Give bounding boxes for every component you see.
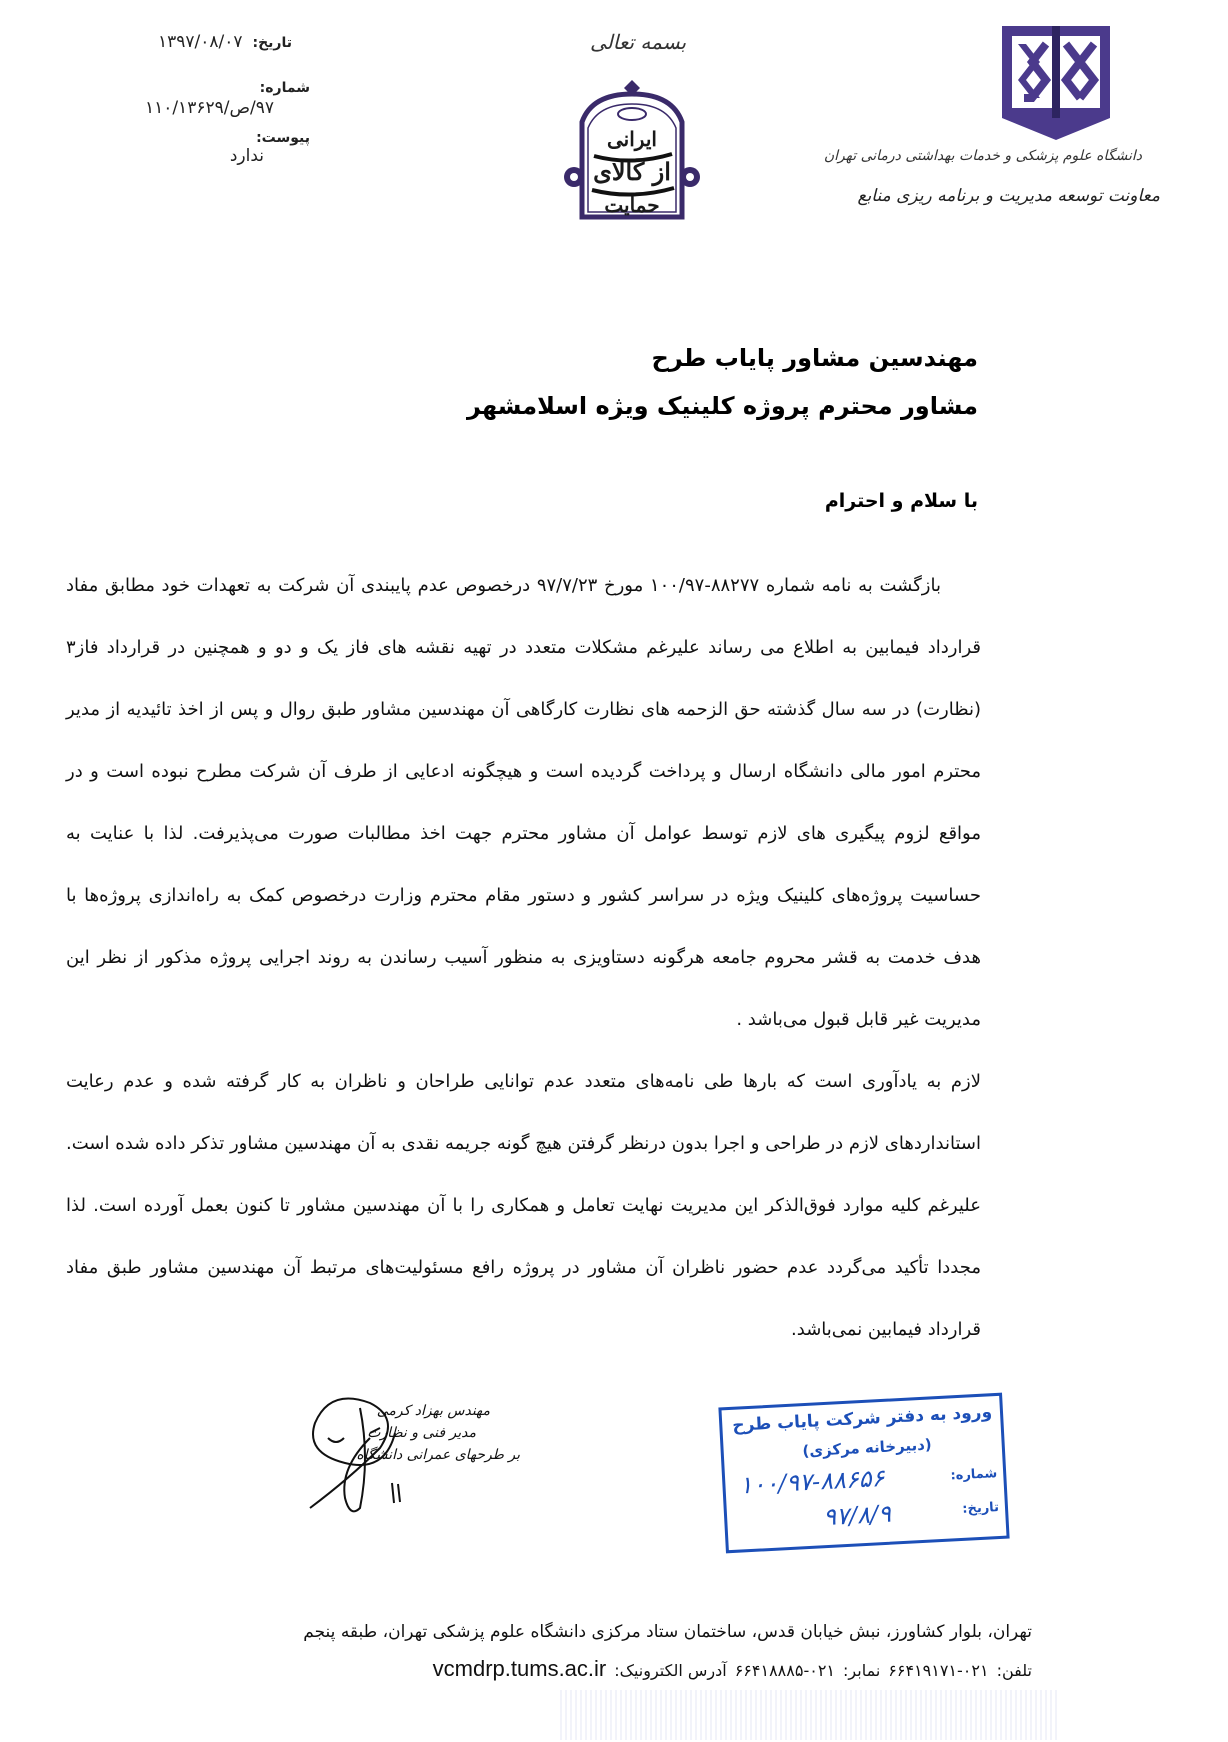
footer-contact	[433, 1656, 1032, 1682]
stamp-subtitle: (دبیرخانه مرکزی)	[801, 1435, 933, 1461]
body-paragraph-1: بازگشت به نامه شماره ۸۸۲۷۷-۱۰۰/۹۷ مورخ ۹۷/۷/۲۳ درخصوص عدم پایبندی آن شرکت به تعهدات خود مطابق مفاد قرارداد فیمابین به اطلاع می رساند علیرغم مشکلات متعدد در تهیه نقشه های فاز یک و دو و همچنین در قرارداد فاز۳ (نظارت) در سه سال گذشته حق الزحمه های نظارت کارگاهی آن مهندسین مشاور طبق روال و پس از اخذ تائیدیه از مدیر محترم امور مالی دانشگاه ارسال و پرداخت گردیده است و هیچگونه ادعایی از طرف آن شرکت مطرح نبوده است و در مواقع لزوم پیگیری های لازم توسط عوامل آن مشاور محترم جهت اخذ مطالبات صورت می‌پذیرفت. لذا با عنایت به حساسیت پروژه‌های کلینیک ویژه در سراسر کشور و دستور مقام محترم وزارت درخصوص کمک به راه‌اندازی پروژه‌ها با هدف خدمت به قشر محروم جامعه هرگونه دستاویزی به منظور آسیب رساندن به روند اجرایی پروژه مذکور از نظر این مدیریت غیر قابل قبول می‌باشد .	[66, 575, 981, 1030]
signature-block	[356, 1400, 520, 1466]
emblem-line-2: از کالای	[593, 157, 671, 186]
tums-logo	[1000, 24, 1112, 142]
stamp-date-value: ۹۷/۸/۹	[822, 1499, 892, 1532]
number-label: شماره:	[259, 80, 310, 96]
letter-number	[145, 80, 310, 118]
basmala: بسمه تعالی	[590, 30, 687, 54]
signer-name: مهندس بهزاد کرمی	[376, 1403, 490, 1419]
number-value: ۹۷/ص/۱۱۰/۱۳۶۲۹	[144, 98, 274, 118]
university-name: دانشگاه علوم پزشکی و خدمات بهداشتی درمانی تهران	[823, 148, 1142, 164]
signer-title-1: مدیر فنی و نظارت	[367, 1425, 476, 1441]
addressee-line-1: مهندسین مشاور پایاب طرح	[651, 344, 978, 372]
stamp-number-label: شماره:	[950, 1466, 998, 1484]
emblem-line-1: حمایت	[604, 193, 660, 217]
received-stamp	[718, 1393, 1009, 1554]
signer-title-2: بر طرحهای عمرانی دانشگاه	[356, 1447, 520, 1463]
stamp-date-label: تاریخ:	[961, 1499, 1000, 1517]
letter-date	[158, 32, 292, 52]
department-name: معاونت توسعه مدیریت و برنامه ریزی منابع	[857, 186, 1160, 206]
footer-address: تهران، بلوار کشاورز، نبش خیابان قدس، ساختمان ستاد مرکزی دانشگاه علوم پزشکی تهران، طبقه پنجم	[303, 1622, 1032, 1642]
support-iranian-goods-emblem	[552, 72, 712, 232]
stamp-title: ورود به دفتر شرکت پایاب طرح	[731, 1402, 993, 1436]
scan-artifact	[560, 1690, 1060, 1740]
emblem-line-3: ایرانی	[607, 127, 657, 151]
email-label: آدرس الکترونیک:	[614, 1661, 727, 1680]
phone-label: تلفن:	[996, 1661, 1032, 1680]
stamp-number-value: ۱۰۰/۹۷-۸۸۶۵۶	[738, 1463, 886, 1500]
attachment-value: ندارد	[229, 146, 264, 166]
attachment-label: پیوست:	[256, 130, 310, 146]
letter-body	[66, 555, 981, 1361]
date-label: تاریخ:	[252, 35, 292, 51]
website-link[interactable]: vcmdrp.tums.ac.ir	[432, 1656, 607, 1681]
phone-number: ۶۶۴۱۹۱۷۱-۰۲۱	[888, 1661, 989, 1680]
fax-number: ۶۶۴۱۸۸۸۵-۰۲۱	[734, 1661, 836, 1680]
addressee-line-2: مشاور محترم پروژه کلینیک ویژه اسلامشهر	[467, 392, 978, 420]
greeting: با سلام و احترام	[824, 490, 978, 512]
body-paragraph-2: لازم به یادآوری است که بارها طی نامه‌های متعدد عدم توانایی طراحان و ناظران به کار گرفته شده و عدم رعایت استانداردهای لازم در طراحی و اجرا بدون درنظر گرفتن هیچ گونه جریمه نقدی به آن مهندسین مشاور تذکر داده شده است. علیرغم کلیه موارد فوق‌الذکر این مدیریت نهایت تعامل و همکاری را با آن مهندسین مشاور تا کنون بعمل آورده است. لذا مجددا تأکید می‌گردد عدم حضور ناظران آن مشاور در پروژه رافع مسئولیت‌های مرتبط آن مهندسین مشاور طبق مفاد قرارداد فیمابین نمی‌باشد.	[66, 1071, 981, 1340]
fax-label: نمابر:	[843, 1661, 881, 1680]
date-value: ۱۳۹۷/۰۸/۰۷	[157, 32, 243, 52]
letter-attachment	[230, 130, 310, 166]
